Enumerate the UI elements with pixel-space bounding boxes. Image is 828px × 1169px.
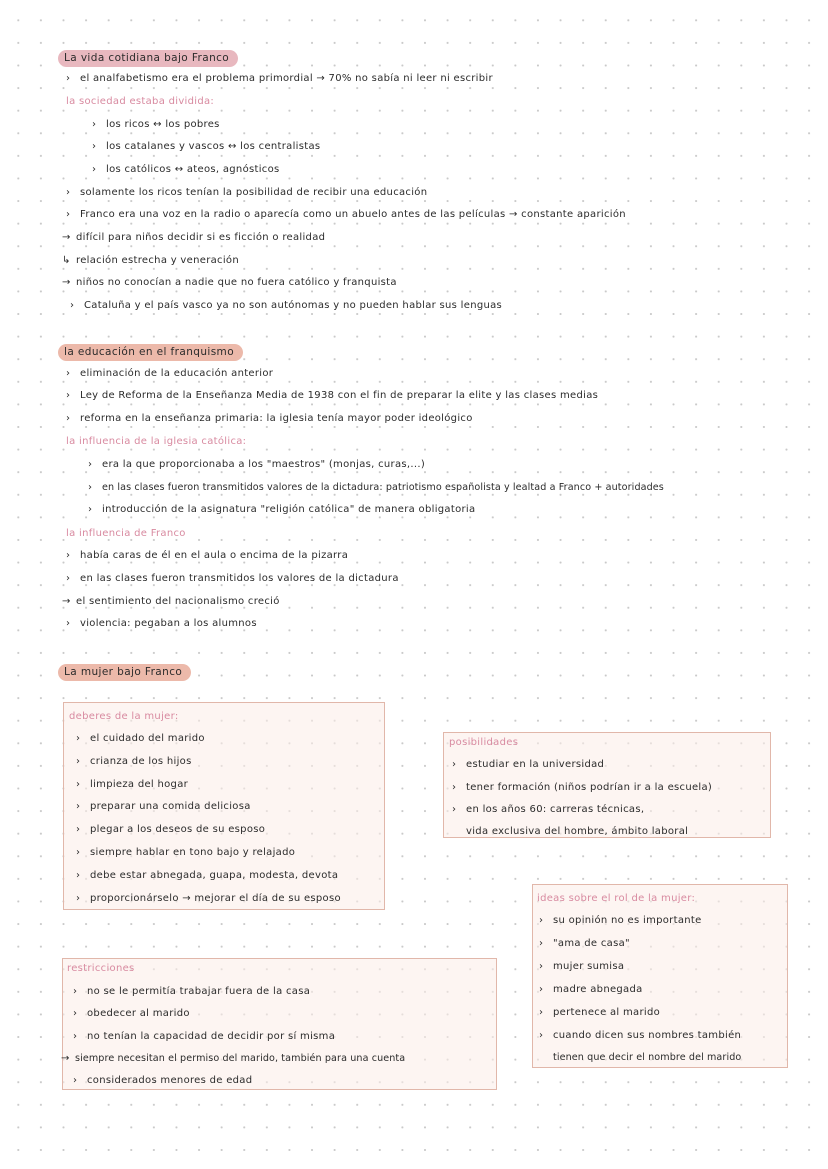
bullet-icon: › — [452, 759, 457, 770]
list-item: › Ley de Reforma de la Enseñanza Media de 1938 con el fin de preparar la elite y las clases medias — [66, 390, 599, 401]
list-item: › plegar a los deseos de su esposo — [76, 824, 266, 835]
list-item: › estudiar en la universidad — [452, 759, 605, 770]
list-item: ↳ relación estrecha y veneración — [62, 255, 239, 266]
bullet-icon: › — [452, 782, 457, 793]
box-title: ideas sobre el rol de la mujer: — [537, 893, 696, 904]
bullet-icon: › — [76, 893, 81, 904]
bullet-icon: › — [73, 986, 78, 997]
list-item: › considerados menores de edad — [73, 1075, 253, 1086]
heading-vida-cotidiana: La vida cotidiana bajo Franco — [58, 50, 238, 67]
bullet-icon: › — [66, 187, 71, 198]
list-item: → el sentimiento del nacionalismo creció — [62, 596, 280, 607]
bullet-icon: › — [539, 984, 544, 995]
list-item: → difícil para niños decidir si es ficción o realidad — [62, 232, 326, 243]
bullet-icon: › — [76, 870, 81, 881]
arrow-right-icon: → — [61, 1053, 70, 1064]
list-item: › cuando dicen sus nombres también — [539, 1030, 742, 1041]
box-deberes — [63, 702, 385, 910]
arrow-right-icon: → — [62, 277, 71, 288]
list-item: › proporcionárselo → mejorar el día de su esposo — [76, 893, 341, 904]
list-item: › Franco era una voz en la radio o aparecía como un abuelo antes de las películas → constante aparición — [66, 209, 626, 220]
bullet-icon: › — [76, 779, 81, 790]
list-item: › reforma en la enseñanza primaria: la iglesia tenía mayor poder ideológico — [66, 413, 473, 424]
subheading-iglesia: la influencia de la iglesia católica: — [66, 436, 247, 447]
list-item: › crianza de los hijos — [76, 756, 192, 767]
bullet-icon: › — [88, 482, 93, 493]
subheading-franco: la influencia de Franco — [66, 528, 186, 539]
bullet-icon: › — [66, 390, 71, 401]
list-item: › mujer sumisa — [539, 961, 625, 972]
list-item: → siempre necesitan el permiso del marido, también para una cuenta — [61, 1053, 406, 1064]
bullet-icon: › — [539, 1030, 544, 1041]
list-item: › limpieza del hogar — [76, 779, 189, 790]
bullet-icon: › — [539, 938, 544, 949]
bullet-icon: › — [88, 504, 93, 515]
bullet-icon: › — [452, 804, 457, 815]
bullet-icon: › — [66, 550, 71, 561]
list-item: › en los años 60: carreras técnicas, — [452, 804, 645, 815]
box-title: deberes de la mujer: — [69, 711, 179, 722]
list-item: › tener formación (niños podrían ir a la escuela) — [452, 782, 713, 793]
heading-mujer: La mujer bajo Franco — [58, 664, 191, 681]
list-item: › obedecer al marido — [73, 1008, 190, 1019]
box-title: posibilidades — [449, 737, 519, 748]
bullet-icon: › — [539, 1007, 544, 1018]
list-item: › madre abnegada — [539, 984, 643, 995]
bullet-icon: › — [76, 824, 81, 835]
box-ideas — [532, 884, 788, 1068]
list-item: › los católicos ↔ ateos, agnósticos — [92, 164, 280, 175]
arrow-return-icon: ↳ — [62, 255, 71, 266]
list-item: vida exclusiva del hombre, ámbito laboral — [466, 826, 689, 837]
list-item: › violencia: pegaban a los alumnos — [66, 618, 257, 629]
bullet-icon: › — [76, 847, 81, 858]
list-item: › no tenían la capacidad de decidir por sí misma — [73, 1031, 336, 1042]
bullet-icon: › — [66, 209, 71, 220]
bullet-icon: › — [76, 733, 81, 744]
bullet-icon: › — [76, 801, 81, 812]
list-item: → niños no conocían a nadie que no fuera católico y franquista — [62, 277, 397, 288]
bullet-icon: › — [88, 459, 93, 470]
list-item: › no se le permitía trabajar fuera de la casa — [73, 986, 311, 997]
box-restricciones — [62, 958, 497, 1090]
heading-educacion: la educación en el franquismo — [58, 344, 243, 361]
list-item: tienen que decir el nombre del marido — [553, 1052, 742, 1063]
bullet-icon: › — [70, 300, 75, 311]
bullet-icon: › — [66, 368, 71, 379]
list-item: › siempre hablar en tono bajo y relajado — [76, 847, 296, 858]
bullet-icon: › — [539, 915, 544, 926]
list-item: › su opinión no es importante — [539, 915, 702, 926]
list-item: › los ricos ↔ los pobres — [92, 119, 220, 130]
list-item: › en las clases fueron transmitidos los valores de la dictadura — [66, 573, 399, 584]
list-item: › pertenece al marido — [539, 1007, 661, 1018]
list-item: › introducción de la asignatura "religión católica" de manera obligatoria — [88, 504, 476, 515]
bullet-icon: › — [76, 756, 81, 767]
list-item: › "ama de casa" — [539, 938, 630, 949]
bullet-icon: › — [66, 413, 71, 424]
arrow-right-icon: → — [62, 232, 71, 243]
arrow-right-icon: → — [62, 596, 71, 607]
bullet-icon: › — [73, 1031, 78, 1042]
list-item: › el analfabetismo era el problema primordial → 70% no sabía ni leer ni escribir — [66, 73, 493, 84]
bullet-icon: › — [73, 1008, 78, 1019]
bullet-icon: › — [66, 618, 71, 629]
subheading-sociedad: la sociedad estaba dividida: — [66, 96, 215, 107]
bullet-icon: › — [92, 164, 97, 175]
list-item: › el cuidado del marido — [76, 733, 205, 744]
list-item: › eliminación de la educación anterior — [66, 368, 274, 379]
box-posibilidades — [443, 732, 771, 838]
bullet-icon: › — [66, 73, 71, 84]
list-item: › los catalanes y vascos ↔ los centralistas — [92, 141, 321, 152]
bullet-icon: › — [92, 141, 97, 152]
bullet-icon: › — [92, 119, 97, 130]
list-item: › solamente los ricos tenían la posibilidad de recibir una educación — [66, 187, 428, 198]
bullet-icon: › — [73, 1075, 78, 1086]
list-item: › Cataluña y el país vasco ya no son autónomas y no pueden hablar sus lenguas — [70, 300, 503, 311]
list-item: › debe estar abnegada, guapa, modesta, devota — [76, 870, 339, 881]
bullet-icon: › — [539, 961, 544, 972]
list-item: › en las clases fueron transmitidos valores de la dictadura: patriotismo españolista y lealtad a Franco + autoridades — [88, 482, 664, 493]
list-item: › era la que proporcionaba a los "maestros" (monjas, curas,...) — [88, 459, 426, 470]
list-item: › preparar una comida deliciosa — [76, 801, 251, 812]
box-title: restricciones — [67, 963, 135, 974]
bullet-icon: › — [66, 573, 71, 584]
list-item: › había caras de él en el aula o encima de la pizarra — [66, 550, 349, 561]
